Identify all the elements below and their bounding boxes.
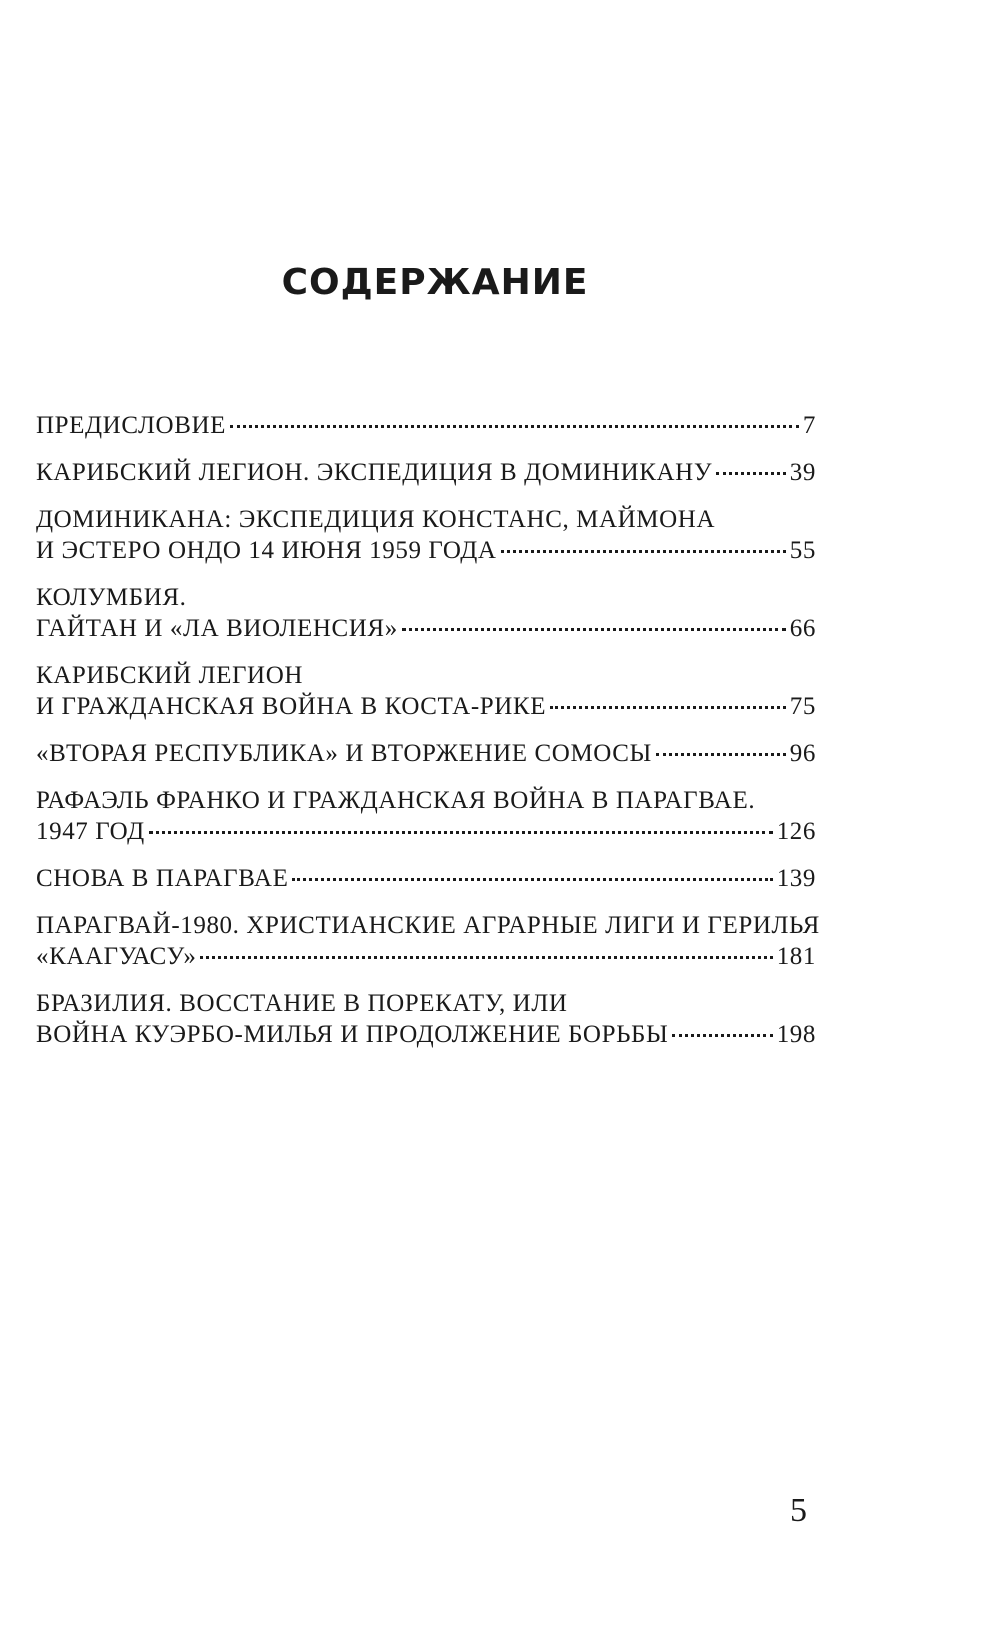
toc-page-number: 7 — [802, 412, 816, 439]
page-title: СОДЕРЖАНИЕ — [281, 262, 589, 303]
page-number: 5 — [790, 1492, 807, 1529]
toc-entry-line — [36, 1019, 816, 1050]
toc-entry-line — [36, 863, 816, 894]
toc-entry-title: «КААГУАСУ» — [36, 943, 197, 970]
dot-leader — [501, 550, 786, 553]
toc-entry-title: 1947 ГОД — [36, 818, 145, 845]
toc-entry-title: РАФАЭЛЬ ФРАНКО И ГРАЖДАНСКАЯ ВОЙНА В ПАРАГВАЕ. — [36, 787, 756, 814]
dot-leader — [656, 753, 786, 756]
toc-entry-title: И ЭСТЕРО ОНДО 14 ИЮНЯ 1959 ГОДА — [36, 537, 497, 564]
toc-entry[interactable] — [36, 988, 816, 1050]
toc-entry-line — [36, 738, 816, 769]
toc-entry[interactable] — [36, 504, 816, 566]
toc-entry-line — [36, 410, 816, 441]
toc-page-number: 96 — [789, 740, 816, 767]
toc-entry-line — [36, 816, 816, 847]
toc-entry[interactable] — [36, 410, 816, 441]
toc-page-number: 139 — [776, 865, 816, 892]
toc-entry-line — [36, 941, 816, 972]
toc-entry-title: ПАРАГВАЙ-1980. ХРИСТИАНСКИЕ АГРАРНЫЕ ЛИГИ И ГЕРИЛЬЯ — [36, 912, 820, 939]
toc-entry-line — [36, 691, 816, 722]
toc-entry-title: ПРЕДИСЛОВИЕ — [36, 412, 226, 439]
toc-entry-title: СНОВА В ПАРАГВАЕ — [36, 865, 289, 892]
toc-entry-title: И ГРАЖДАНСКАЯ ВОЙНА В КОСТА-РИКЕ — [36, 693, 547, 720]
toc-page-number: 126 — [776, 818, 816, 845]
toc-entry-title: БРАЗИЛИЯ. ВОССТАНИЕ В ПОРЕКАТУ, ИЛИ — [36, 990, 568, 1017]
dot-leader — [200, 956, 772, 959]
table-of-contents — [36, 410, 820, 1066]
toc-entry-title: КАРИБСКИЙ ЛЕГИОН. ЭКСПЕДИЦИЯ В ДОМИНИКАНУ — [36, 459, 713, 486]
dot-leader — [716, 472, 786, 475]
toc-page-number: 181 — [776, 943, 816, 970]
toc-page-number: 75 — [789, 693, 816, 720]
dot-leader — [402, 628, 786, 631]
toc-entry[interactable] — [36, 863, 816, 894]
toc-entry-title: КОЛУМБИЯ. — [36, 584, 187, 611]
dot-leader — [149, 831, 773, 834]
toc-entry[interactable] — [36, 582, 816, 644]
toc-page-number: 55 — [789, 537, 816, 564]
dot-leader — [230, 425, 799, 428]
toc-entry-title: ГАЙТАН И «ЛА ВИОЛЕНСИЯ» — [36, 615, 398, 642]
toc-entry[interactable] — [36, 660, 816, 722]
toc-entry-title: «ВТОРАЯ РЕСПУБЛИКА» И ВТОРЖЕНИЕ СОМОСЫ — [36, 740, 652, 767]
toc-entry-line — [36, 613, 816, 644]
toc-entry-title: КАРИБСКИЙ ЛЕГИОН — [36, 662, 304, 689]
toc-entry-title: ДОМИНИКАНА: ЭКСПЕДИЦИЯ КОНСТАНС, МАЙМОНА — [36, 506, 716, 533]
toc-page-number: 39 — [789, 459, 816, 486]
toc-entry-line — [36, 535, 816, 566]
dot-leader — [550, 706, 786, 709]
dot-leader — [292, 878, 772, 881]
dot-leader — [672, 1034, 772, 1037]
toc-entry-title: ВОЙНА КУЭРБО-МИЛЬЯ И ПРОДОЛЖЕНИЕ БОРЬБЫ — [36, 1021, 669, 1048]
toc-entry[interactable] — [36, 910, 820, 972]
toc-entry[interactable] — [36, 738, 816, 769]
toc-entry[interactable] — [36, 457, 816, 488]
toc-entry[interactable] — [36, 785, 816, 847]
toc-page-number: 198 — [776, 1021, 816, 1048]
toc-page-number: 66 — [789, 615, 816, 642]
toc-entry-line — [36, 457, 816, 488]
